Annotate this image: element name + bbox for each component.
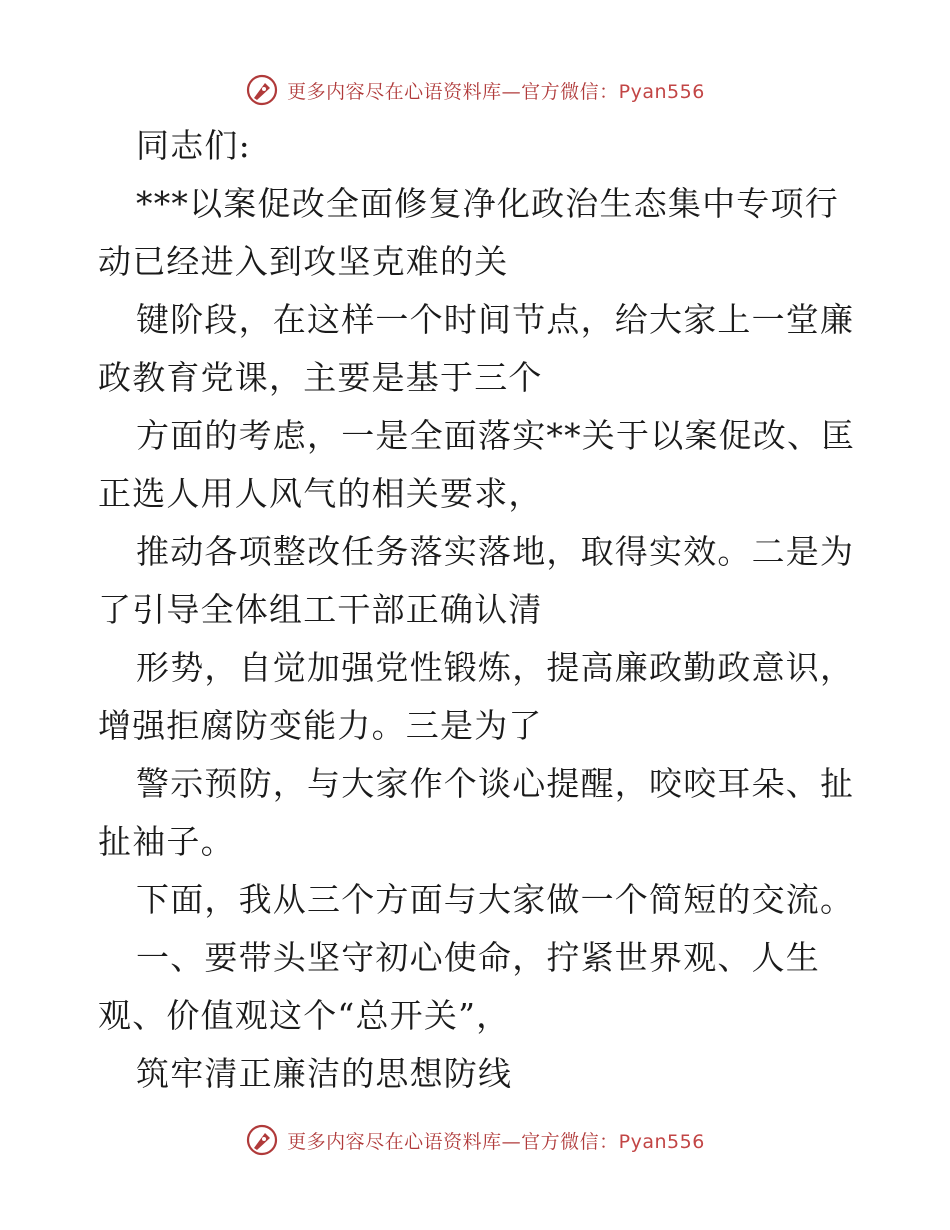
salutation-line: 同志们: [136,126,251,165]
paragraph-line: 政教育党课，主要是基于三个 [98,358,543,397]
paragraph-line: 正选人用人风气的相关要求， [98,474,543,513]
paragraph-line: 推动各项整改任务落实落地，取得实效。二是为 [136,532,855,571]
watermark-text: 更多内容尽在心语资料库—官方微信：Pyan556 [287,80,705,103]
paragraph-line: 键阶段，在这样一个时间节点，给大家上一堂廉 [136,300,855,339]
paragraph-line: 警示预防，与大家作个谈心提醒，咬咬耳朵、扯 [136,764,855,803]
paragraph-line: 了引导全体组工干部正确认清 [98,590,543,629]
header-watermark [0,70,950,110]
pen-nib-circle-icon [245,73,279,107]
paragraph-line: 形势，自觉加强党性锻炼，提高廉政勤政意识， [136,648,855,687]
paragraph-line: 扯袖子。 [98,822,235,861]
paragraph-line: 方面的考虑，一是全面落实**关于以案促改、匡 [136,416,856,455]
document-body [98,117,858,1103]
paragraph-line: 增强拒腐防变能力。三是为了 [98,706,543,745]
paragraph-line: 下面，我从三个方面与大家做一个简短的交流。 [136,880,855,919]
paragraph-line: ***以案促改全面修复净化政治生态集中专项行 [136,184,839,223]
section-heading-line: 筑牢清正廉洁的思想防线 [136,1054,513,1093]
footer-watermark [0,1120,950,1160]
section-heading-line: 一、要带头坚守初心使命，拧紧世界观、人生 [136,938,820,977]
watermark-text: 更多内容尽在心语资料库—官方微信：Pyan556 [287,1130,705,1153]
paragraph-line: 动已经进入到攻坚克难的关 [98,242,509,281]
pen-nib-circle-icon [245,1123,279,1157]
section-heading-line: 观、价值观这个“总开关”， [98,996,511,1035]
